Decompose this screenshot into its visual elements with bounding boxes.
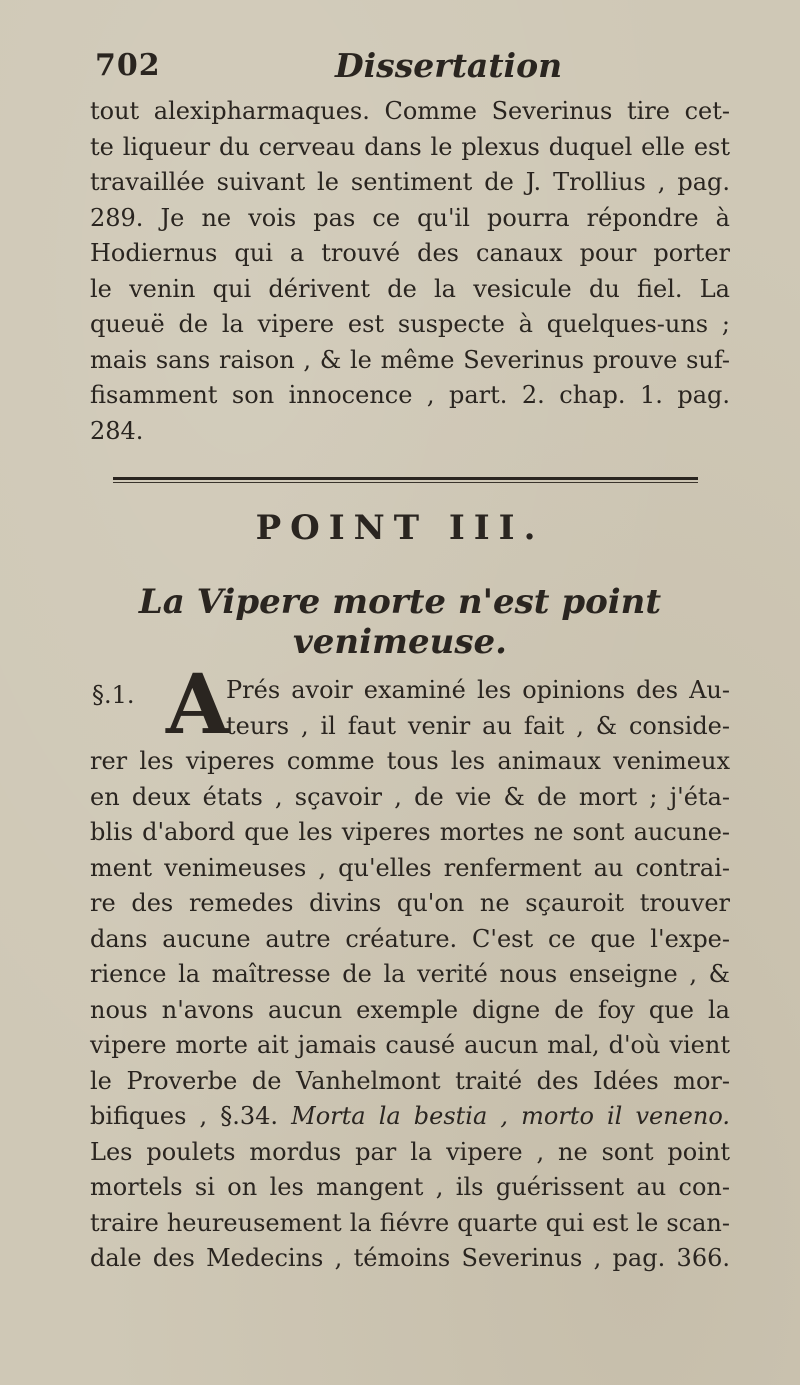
text-line: ment venimeuses , qu'elles renferment au contrai- (90, 853, 730, 882)
text-line: tout alexipharmaques. Comme Severinus tire cet- (90, 97, 730, 125)
text-line: 289. Je ne vois pas ce qu'il pourra répondre à (90, 203, 730, 232)
text-line: fisamment son innocence , part. 2. chap. 1. pag. (90, 381, 730, 409)
page-number: 702 (95, 48, 161, 83)
section-mark: §.1. (92, 681, 135, 709)
text-line: te liqueur du cerveau dans le plexus duquel elle est (90, 132, 730, 161)
text-line: traire heureusement la fiévre quarte qui est le scan- (90, 1208, 730, 1237)
text-line: mais sans raison , & le même Severinus prouve suf- (90, 345, 730, 374)
text-line: queuë de la vipere est suspecte à quelques-uns ; (90, 310, 730, 338)
text-line: travaillée suivant le sentiment de J. Trollius , pag. (90, 168, 730, 196)
text-line: rer les viperes comme tous les animaux venimeux (90, 747, 730, 775)
text-line: le venin qui dérivent de la vesicule du fiel. La (90, 274, 730, 303)
text-line: Hodiernus qui a trouvé des canaux pour porter (90, 239, 730, 267)
main-paragraph (90, 673, 730, 1277)
text-line: mortels si on les mangent , ils guérissent au con- (90, 1173, 730, 1201)
text-line: nous n'avons aucun exemple digne de foy que la (90, 995, 730, 1024)
section-subtitle: La Vipere morte n'est point venimeuse. (138, 582, 662, 662)
quote-line-prefix: bifiques , §.34. (90, 1102, 292, 1130)
proverb-quote: Morta la bestia , morto il veneno. (291, 1102, 731, 1130)
text-line: teurs , il faut venir au fait , & conside- (226, 711, 730, 740)
text-line: rience la maîtresse de la verité nous enseigne , & (90, 960, 730, 988)
text-line: dans aucune autre créature. C'est ce que l'expe- (90, 924, 730, 953)
section-heading: POINT III. (255, 508, 545, 548)
text-line: re des remedes divins qu'on ne sçauroit trouver (90, 889, 730, 917)
text-line: blis d'abord que les viperes mortes ne sont aucune- (90, 818, 730, 846)
text-line: Prés avoir examiné les opinions des Au- (226, 676, 730, 704)
running-head (95, 48, 675, 92)
text-line: en deux états , sçavoir , de vie & de mort ; j'éta- (90, 782, 730, 811)
top-paragraph (90, 94, 730, 449)
quote-line (90, 1099, 730, 1135)
divider-thick-rule (113, 477, 698, 480)
text-line: vipere morte ait jamais causé aucun mal, d'où vient (90, 1031, 730, 1059)
section-divider (113, 477, 698, 483)
running-title: Dissertation (335, 46, 563, 85)
text-line: le Proverbe de Vanhelmont traité des Idées mor- (90, 1066, 730, 1095)
divider-thin-rule (113, 482, 698, 483)
drop-cap: A (166, 657, 230, 753)
text-line: Les poulets mordus par la vipere , ne sont point (90, 1137, 730, 1166)
text-line: dale des Medecins , témoins Severinus , pag. 366. (90, 1244, 730, 1272)
text-line: 284. (90, 416, 144, 445)
